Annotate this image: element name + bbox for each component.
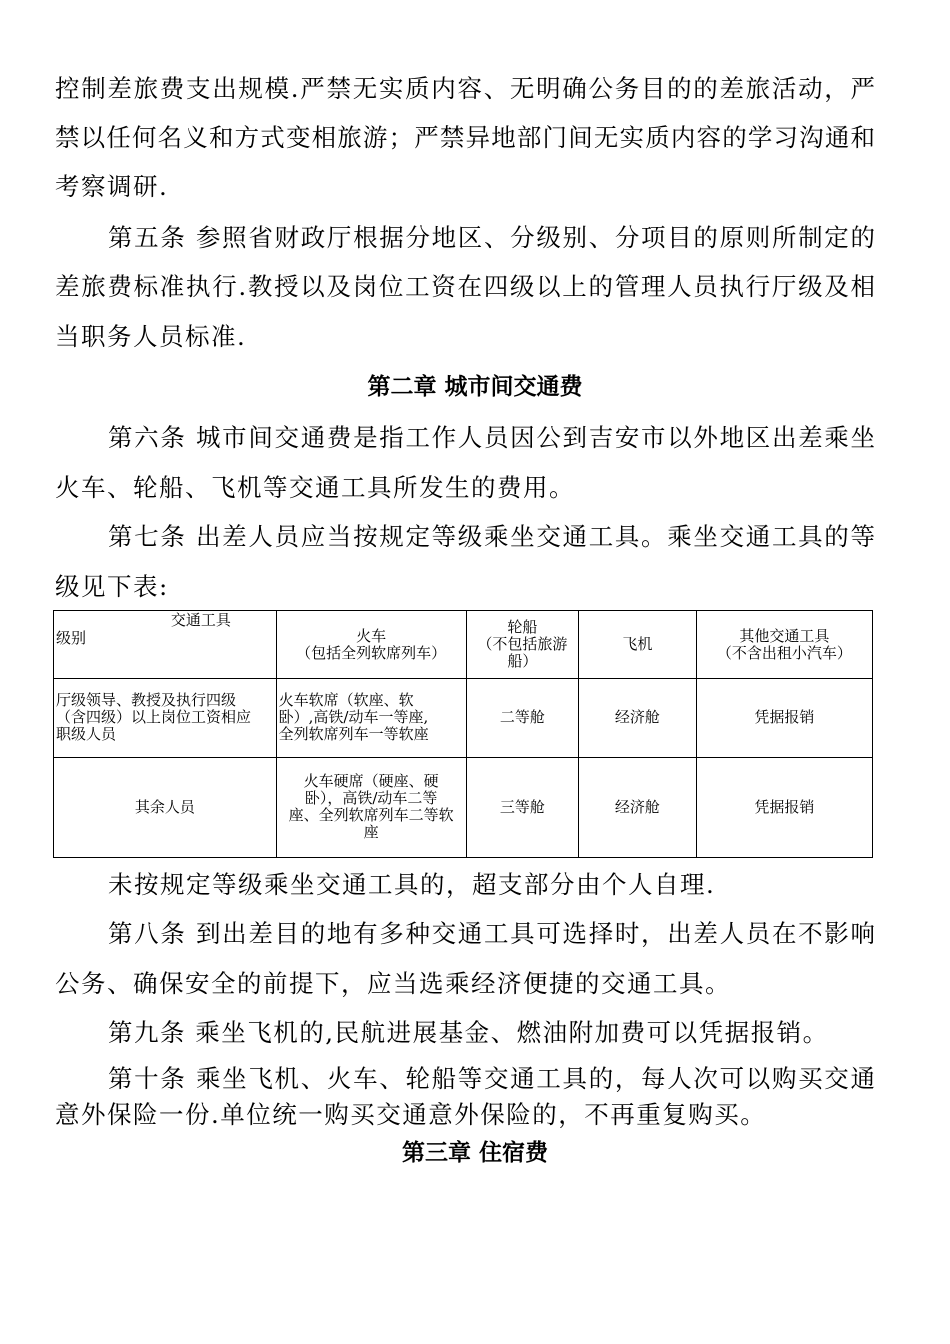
transport-grade-table <box>53 610 873 858</box>
article-10-line: 意外保险一份.单位统一购买交通意外保险的，不再重复购买。 <box>55 1100 767 1129</box>
level-cell: 其余人员 <box>54 757 277 857</box>
header-text: （不含出租小汽车） <box>716 643 852 662</box>
chapter-3-heading: 第三章 住宿费 <box>401 1140 548 1166</box>
article-5-line: 第五条 参照省财政厅根据分地区、分级别、分项目的原则所制定的 <box>108 223 875 252</box>
level-cell <box>54 679 277 757</box>
article-9-line: 第九条 乘坐飞机的,民航进展基金、燃油附加费可以凭据报销。 <box>108 1018 829 1047</box>
article-6-line: 第六条 城市间交通费是指工作人员因公到吉安市以外地区出差乘坐 <box>108 423 875 452</box>
after-table-note: 未按规定等级乘坐交通工具的，超支部分由个人自理. <box>108 870 716 899</box>
train-cell <box>276 757 466 857</box>
paragraph-line: 考察调研. <box>55 172 169 201</box>
header-text: （不包括旅游 <box>477 635 568 654</box>
ship-cell: 三等舱 <box>466 757 578 857</box>
article-8-line: 公务、确保安全的前提下，应当选乘经济便捷的交通工具。 <box>55 969 731 998</box>
plane-cell: 经济舱 <box>579 679 697 757</box>
cell-text: 座 <box>363 823 379 842</box>
header-corner-cell <box>54 611 277 679</box>
cell-text: 火车硬席（硬座、硬 <box>303 772 439 791</box>
header-transport-label: 交通工具 <box>170 611 231 629</box>
plane-cell: 经济舱 <box>579 757 697 857</box>
table-header-row <box>54 611 873 679</box>
header-text: 火车 <box>356 626 387 645</box>
article-7-line: 第七条 出差人员应当按规定等级乘坐交通工具。乘坐交通工具的等 <box>108 522 875 551</box>
cell-text: 卧）,高铁/动车一等座, <box>278 708 429 727</box>
other-cell: 凭据报销 <box>696 679 872 757</box>
cell-text: 职级人员 <box>56 725 117 744</box>
table-row <box>54 757 873 857</box>
train-cell <box>276 679 466 757</box>
article-10-line: 第十条 乘坐飞机、火车、轮船等交通工具的，每人次可以购买交通 <box>108 1064 875 1093</box>
article-6-line: 火车、轮船、飞机等交通工具所发生的费用。 <box>55 473 575 502</box>
article-5-line: 差旅费标准执行.教授以及岗位工资在四级以上的管理人员执行厅级及相 <box>55 272 875 301</box>
other-cell: 凭据报销 <box>696 757 872 857</box>
header-level-label: 级别 <box>56 629 87 647</box>
header-train-cell <box>276 611 466 679</box>
header-plane-cell: 飞机 <box>579 611 697 679</box>
cell-text: （含四级）以上岗位工资相应 <box>56 708 252 727</box>
article-7-line: 级见下表: <box>55 572 169 601</box>
cell-text: 全列软席列车一等软座 <box>278 725 429 744</box>
article-8-line: 第八条 到出差目的地有多种交通工具可选择时，出差人员在不影响 <box>108 919 875 948</box>
article-5-line: 当职务人员标准. <box>55 322 247 351</box>
chapter-2-heading: 第二章 城市间交通费 <box>367 374 583 400</box>
paragraph-line: 禁以任何名义和方式变相旅游；严禁异地部门间无实质内容的学习沟通和 <box>55 123 875 152</box>
cell-text: 座、全列软席列车二等软 <box>288 806 454 825</box>
ship-cell: 二等舱 <box>466 679 578 757</box>
header-ship-cell <box>466 611 578 679</box>
header-text: 船） <box>507 652 538 671</box>
cell-text: 厅级领导、教授及执行四级 <box>56 691 237 710</box>
cell-text: 火车软席（软座、软 <box>278 691 414 710</box>
header-text: 其他交通工具 <box>739 626 830 645</box>
cell-text: 卧），高铁/动车二等 <box>304 789 438 808</box>
paragraph-line: 控制差旅费支出规模.严禁无实质内容、无明确公务目的的差旅活动，严 <box>55 74 875 103</box>
table-row <box>54 679 873 757</box>
header-text: （包括全列软席列车） <box>296 643 447 662</box>
header-other-cell <box>696 611 872 679</box>
header-text: 轮船 <box>507 618 538 637</box>
